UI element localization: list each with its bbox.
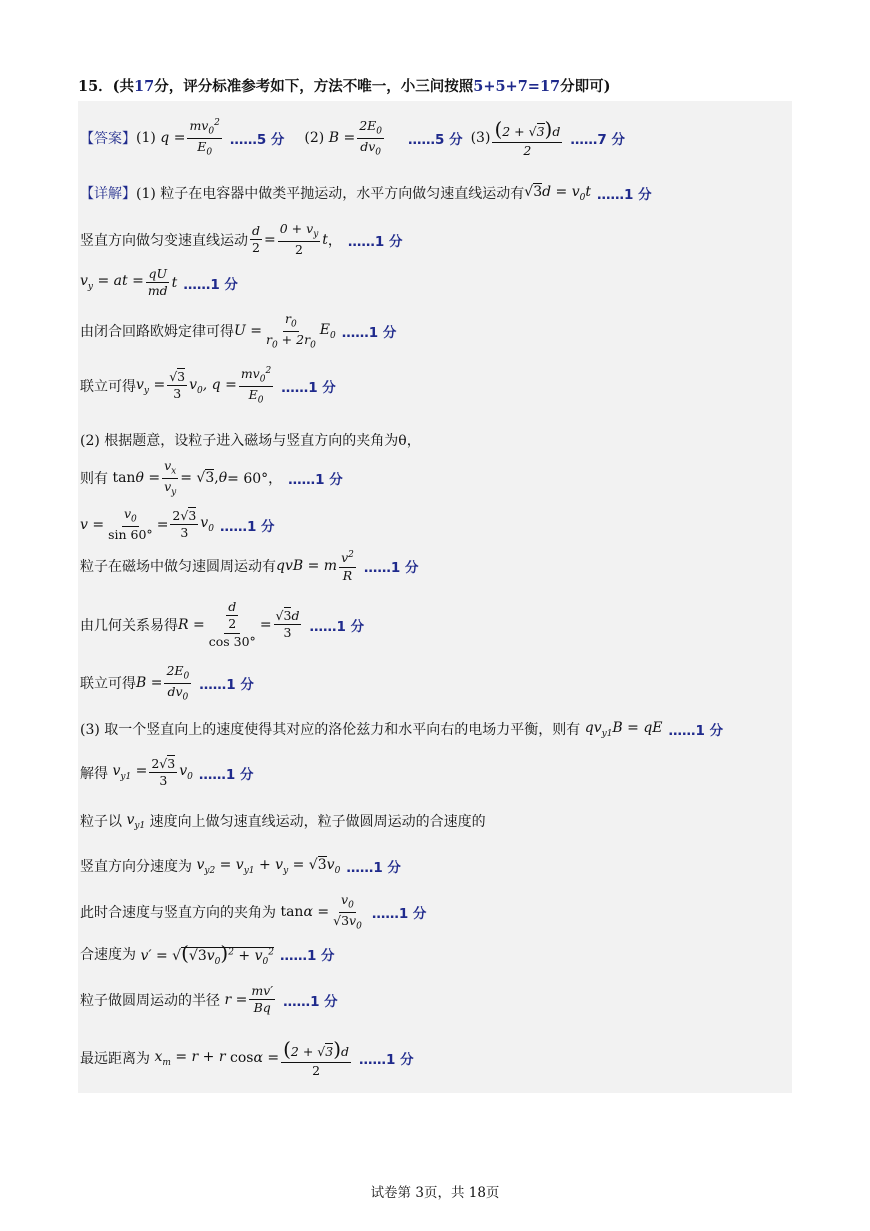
header-suffix: 分即可) — [560, 78, 611, 95]
line-text: 最远距离为 — [80, 1051, 150, 1068]
detail-line-15: 竖直方向分速度为 $v_{y2} = v_{y1} + v_y = √3v_0$ ……1 分 — [80, 856, 401, 876]
score: ……7 分 — [570, 132, 625, 149]
detail-line-1: 【详解】 (1) 粒子在电容器中做类平抛运动，水平方向做匀速直线运动有 $√3d = v_0t$ ……1 分 — [80, 183, 652, 203]
detail-line-11: 联立可得 B = $\frac{2E_0}{dv_0}$ ……1 分 — [80, 663, 254, 703]
page-footer: 试卷第 3页，共 18页 — [370, 1185, 500, 1201]
score: ……1 分 — [597, 187, 652, 203]
score: ……1 分 — [371, 906, 427, 923]
score: ……1 分 — [288, 472, 343, 489]
score: ……1 分 — [309, 618, 365, 635]
line-text: 竖直方向做匀变速直线运动 — [80, 232, 248, 249]
line-text: 速度向上做匀速直线运动，粒子做圆周运动的合速度的 — [149, 814, 486, 830]
line-text: 解得 — [80, 765, 108, 782]
line-text: 由几何关系易得 — [80, 617, 178, 634]
detail-line-10: 由几何关系易得 R = $\frac{\frac{d}{2}}{\cos 30^\circ}$ = $\frac{√3d}{3}$ ……1 分 — [80, 599, 365, 649]
line-text: 合速度为 — [80, 946, 136, 963]
detail-line-18: 粒子做圆周运动的半径 r = $\frac{mv'}{Bq}$ ……1 分 — [80, 983, 338, 1016]
answer-tag: 【答案】 — [80, 131, 136, 148]
detail-line-5: 联立可得 $v_y$ = $\frac{√3}{3}$ $v_0$, q = $\frac{mv_0^2}{E_0}$ ……1 分 — [80, 366, 336, 406]
score: ……1 分 — [281, 379, 336, 396]
line-text: 粒子在磁场中做匀速圆周运动有 — [80, 559, 276, 576]
score: ……1 分 — [198, 766, 254, 783]
detail-line-2: 竖直方向做匀变速直线运动 $\frac{d}{2}$ = $\frac{0 + v_y}{2}$ t ， ……1 分 — [80, 221, 403, 257]
line-text: (3) 取一个竖直向上的速度使得其对应的洛伦兹力和水平向右的电场力平衡，则有 — [80, 722, 581, 738]
detail-line-7: 则有 tan θ = $\frac{v_x}{v_y}$ = √3, θ = 60°， ……1 分 — [80, 458, 343, 498]
header-middle: 分，评分标准参考如下，方法不唯一，小三问按照 — [154, 78, 474, 95]
detail-line-3: $v_y$ = at = $\frac{qU}{md}$ t ……1 分 — [80, 266, 238, 299]
detail-line-6 — [80, 430, 421, 450]
detail-tag: 【详解】 — [80, 186, 136, 202]
score: ……1 分 — [346, 860, 401, 876]
score: ……1 分 — [341, 325, 397, 342]
score: ……1 分 — [668, 723, 724, 739]
header-prefix: 15．(共 — [78, 78, 135, 95]
line-text: (1) 粒子在电容器中做类平抛运动，水平方向做匀速直线运动有 — [136, 186, 525, 202]
header-total: 17 — [134, 78, 155, 95]
question-header — [78, 75, 611, 96]
score: ……5 分 — [408, 132, 463, 149]
line-text: (2) 根据题意，设粒子进入磁场与竖直方向的夹角为θ， — [80, 433, 421, 449]
detail-line-12: (3) 取一个竖直向上的速度使得其对应的洛伦兹力和水平向右的电场力平衡，则有 $qv_{y1}B$ = qE ……1 分 — [80, 719, 724, 739]
detail-line-19: 最远距离为 $x_m = r + r$ cos α = $\frac{(2 + √3)d}{2}$ ……1 分 — [80, 1037, 414, 1078]
score: ……1 分 — [199, 677, 254, 694]
detail-line-16: 此时合速度与竖直方向的夹角为 tan α = $\frac{v_0}{√3v_0}$ ……1 分 — [80, 892, 427, 932]
score: ……1 分 — [347, 233, 403, 250]
header-breakdown: 5+5+7=17 — [473, 78, 561, 95]
detail-line-9: 粒子在磁场中做匀速圆周运动有 qvB = m $\frac{v^2}{R}$ ……1 分 — [80, 550, 419, 583]
score: ……1 分 — [283, 993, 338, 1010]
line-text: 联立可得 — [80, 676, 136, 693]
answer-line: 【答案】 (1) q = $\frac{mv_0^2}{E_0}$ ……5 分 (2) B = $\frac{2E_0}{dv_0}$ ……5 分 (3) $\frac{(2 + √3)d}{2}$ ……7 分 — [80, 117, 625, 158]
score: ……1 分 — [359, 1052, 414, 1069]
detail-line-8: v = $\frac{v_0}{\sin 60^\circ}$ = $\frac{2√3}{3}$ $v_0$ ……1 分 — [80, 506, 275, 542]
detail-line-14: 粒子以 $v_{y1}$ 速度向上做匀速直线运动，粒子做圆周运动的合速度的 — [80, 811, 486, 831]
line-text: 粒子以 — [80, 814, 122, 830]
score: ……1 分 — [183, 276, 238, 293]
line-text: 由闭合回路欧姆定律可得 — [80, 324, 234, 341]
line-text: 竖直方向分速度为 — [80, 859, 192, 875]
score: ……1 分 — [279, 947, 335, 964]
line-text: 此时合速度与竖直方向的夹角为 — [80, 905, 276, 922]
score: ……1 分 — [363, 560, 419, 577]
detail-line-4: 由闭合回路欧姆定律可得 U = $\frac{r_0}{r_0 + 2r_0}$ $E_0$ ……1 分 — [80, 311, 397, 351]
score: ……5 分 — [229, 132, 285, 149]
score: ……1 分 — [219, 518, 275, 535]
line-text: 则有 — [80, 471, 108, 488]
line-text: 粒子做圆周运动的半径 — [80, 992, 220, 1009]
detail-line-17: 合速度为 $v' = √(√3v_0)^2 + v_0^2$ ……1 分 — [80, 941, 335, 967]
detail-line-13: 解得 $v_{y1}$ = $\frac{2√3}{3}$ $v_0$ ……1 分 — [80, 756, 254, 789]
line-text: 联立可得 — [80, 378, 136, 395]
